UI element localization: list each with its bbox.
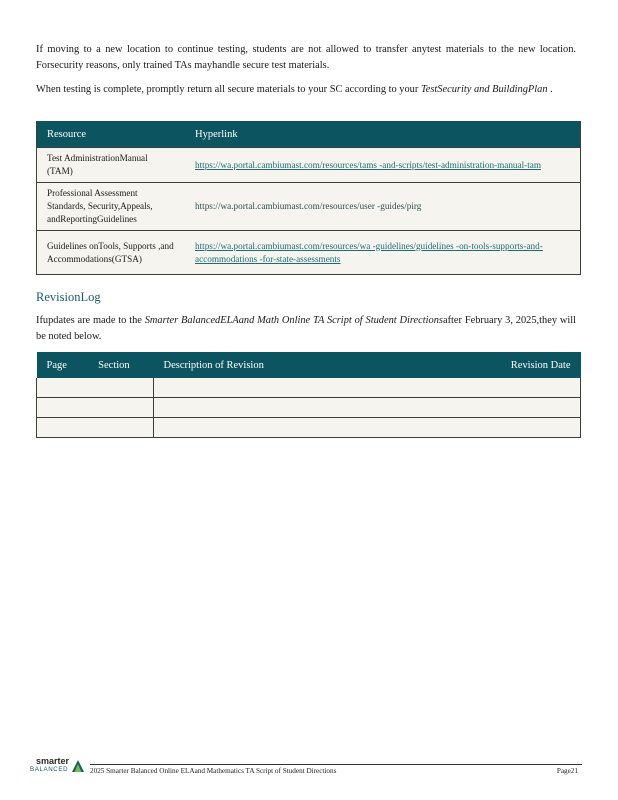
table-row bbox=[37, 231, 581, 275]
description-cell bbox=[154, 378, 581, 398]
table-row bbox=[37, 148, 581, 183]
pirg-link[interactable]: https://wa.portal.cambiumast.com/resources/user -guides/pirg bbox=[195, 201, 422, 211]
resource-link-cell bbox=[185, 231, 581, 275]
script-title: Smarter BalancedELAand Math Online TA Script of Student Directions bbox=[144, 315, 443, 326]
footer-title: 2025 Smarter Balanced Online ELAand Mathematics TA Script of Student Directions bbox=[90, 767, 337, 775]
logo-mark-icon bbox=[72, 760, 84, 772]
resource-name: Professional Assessment Standards, Security,Appeals, andReportingGuidelines bbox=[37, 183, 186, 231]
revision-table-header bbox=[37, 352, 581, 378]
table-row bbox=[37, 398, 581, 418]
gtsa-link[interactable]: https://wa.portal.cambiumast.com/resources/wa -guidelines/guidelines -on-tools-supports-and-accommodations -for-state-assessments bbox=[195, 240, 543, 264]
resource-name: Guidelines onTools, Supports ,and Accommodations(GTSA) bbox=[37, 231, 186, 275]
revision-log-title: RevisionLog bbox=[36, 290, 101, 304]
description-column-header: Description of Revision bbox=[163, 359, 264, 371]
page-section-header bbox=[37, 352, 154, 378]
intro-paragraph-2-end: . bbox=[547, 84, 553, 95]
tam-link[interactable]: https://wa.portal.cambiumast.com/resources/tams -and-scripts/test-administration-manual-tam bbox=[195, 159, 541, 170]
intro-paragraph-1: If moving to a new location to continue testing, students are not allowed to transfer anytest materials to the new location. Forsecurity reasons, only trained TAs mayhandle secure test materials. bbox=[36, 44, 576, 71]
resource-link-cell bbox=[185, 183, 581, 231]
description-cell bbox=[154, 398, 581, 418]
hyperlink-column-header: Hyperlink bbox=[185, 121, 581, 148]
intro-paragraph-2-start: When testing is complete, promptly return all secure materials to your SC according to your bbox=[36, 84, 421, 95]
resource-table bbox=[36, 121, 581, 275]
intro-paragraph-2 bbox=[36, 82, 576, 98]
revision-text-end: after February 3, 2025,they will be noted below. bbox=[36, 315, 576, 342]
section-column-header: Section bbox=[98, 359, 130, 371]
page-section-cell bbox=[37, 378, 154, 398]
table-row bbox=[37, 378, 581, 398]
resource-column-header: Resource bbox=[37, 121, 186, 148]
revision-text-start: Ifupdates are made to the bbox=[36, 315, 145, 326]
description-date-header bbox=[154, 352, 581, 378]
revision-table bbox=[36, 352, 581, 438]
footer-rule bbox=[90, 764, 582, 765]
description-cell bbox=[154, 418, 581, 438]
logo-bottom-text: BALANCED bbox=[30, 766, 69, 773]
resource-link-cell bbox=[185, 148, 581, 183]
smarter-balanced-logo bbox=[28, 756, 86, 778]
revision-paragraph bbox=[36, 313, 576, 345]
table-row bbox=[37, 418, 581, 438]
page-column-header: Page bbox=[46, 359, 67, 371]
table-row bbox=[37, 183, 581, 231]
logo-top-text: smarter bbox=[36, 756, 70, 766]
resource-table-header bbox=[37, 121, 581, 148]
page-section-cell bbox=[37, 398, 154, 418]
page-section-cell bbox=[37, 418, 154, 438]
revision-date-column-header: Revision Date bbox=[510, 359, 571, 371]
page-number: Page21 bbox=[556, 767, 578, 775]
resource-name: Test AdministrationManual (TAM) bbox=[37, 148, 186, 183]
page-footer bbox=[28, 756, 582, 780]
test-security-plan-title: TestSecurity and BuildingPlan bbox=[420, 84, 548, 95]
